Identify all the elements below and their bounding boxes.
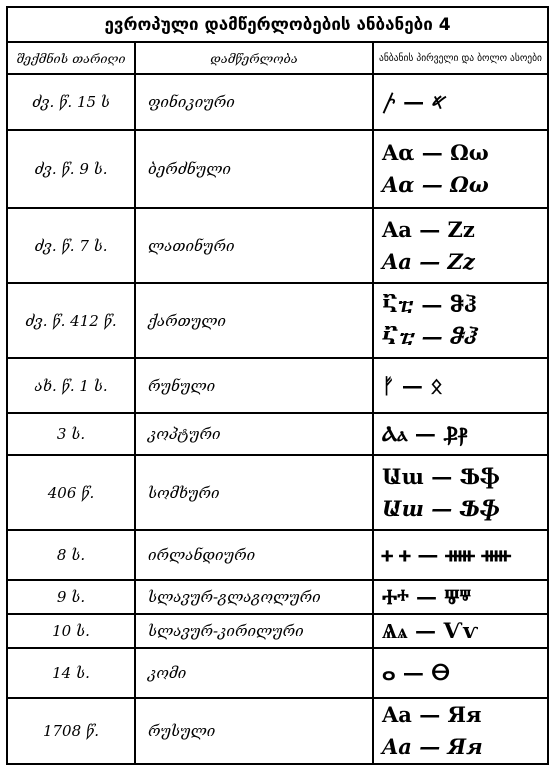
sample-line: Αα — Ωω	[382, 172, 489, 197]
row-date: 406 წ.	[7, 455, 135, 530]
row-date: ძვ. წ. 9 ს.	[7, 130, 135, 208]
table-row	[7, 580, 548, 614]
row-date: ძვ. წ. 15 ს	[7, 74, 135, 130]
header-script: დამწერლობა	[135, 42, 373, 74]
row-script-name: რუნული	[135, 358, 373, 413]
row-date: ახ. წ. 1 ს.	[7, 358, 135, 413]
table-row	[7, 74, 548, 130]
sample-line: ᚠ — ᛟ	[382, 372, 443, 398]
row-date: 3 ს.	[7, 413, 135, 455]
table-row	[7, 698, 548, 764]
row-letter-sample	[373, 208, 548, 283]
row-letter-sample	[373, 614, 548, 648]
sample-line: Աա — Ֆֆ	[382, 463, 500, 489]
row-date: ძვ. წ. 412 წ.	[7, 283, 135, 358]
table-row	[7, 130, 548, 208]
sample-line: Ⰰⰰ — Ⱋⱋ	[382, 584, 472, 609]
row-script-name: სლავურ-კირილური	[135, 614, 373, 648]
row-date: 9 ს.	[7, 580, 135, 614]
row-script-name: სომხური	[135, 455, 373, 530]
row-letter-sample	[373, 648, 548, 698]
table-row	[7, 208, 548, 283]
table-title: ევროპული დამწერლობების ანბანები 4	[7, 7, 548, 42]
row-letter-sample	[373, 358, 548, 413]
row-script-name: ლათინური	[135, 208, 373, 283]
row-letter-sample	[373, 74, 548, 130]
row-script-name: ირლანდიური	[135, 530, 373, 580]
table-row	[7, 413, 548, 455]
scripts-table	[6, 6, 549, 765]
row-date: 10 ს.	[7, 614, 135, 648]
row-letter-sample	[373, 698, 548, 764]
row-date: 14 ს.	[7, 648, 135, 698]
row-script-name: ფინიკიური	[135, 74, 373, 130]
sample-line: Ⴀⴀ — ჵჰ	[382, 323, 478, 349]
row-letter-sample	[373, 130, 548, 208]
row-letter-sample	[373, 455, 548, 530]
row-date: 1708 წ.	[7, 698, 135, 764]
sample-line: Ѧѧ — Ѵѵ	[382, 618, 479, 643]
row-script-name: ქართული	[135, 283, 373, 358]
table-row	[7, 358, 548, 413]
row-script-name: კომი	[135, 648, 373, 698]
row-date: ძვ. წ. 7 ს.	[7, 208, 135, 283]
row-script-name: რუსული	[135, 698, 373, 764]
sample-line: Aa — Яя	[382, 702, 482, 727]
sample-line: Աա — Ֆֆ	[382, 495, 500, 521]
table-row	[7, 455, 548, 530]
sample-line: ⴰ — ⴱ	[382, 660, 450, 685]
row-script-name: სლავურ-გლაგოლური	[135, 580, 373, 614]
header-date: შექმნის თარიღი	[7, 42, 135, 74]
sample-line: Ⴀⴀ — ჵჰ	[382, 291, 477, 317]
sample-line: Aa — Zz	[382, 216, 475, 242]
sample-line: Aa — Zz	[382, 248, 475, 274]
row-script-name: კოპტური	[135, 413, 373, 455]
row-date: 8 ს.	[7, 530, 135, 580]
row-script-name: ბერძნული	[135, 130, 373, 208]
header-sample: ანბანის პირველი და ბოლო ასოები	[373, 42, 548, 74]
table-row	[7, 530, 548, 580]
sample-line: ᚐ ᚐ — ᚔ ᚔ	[382, 542, 511, 567]
row-letter-sample	[373, 530, 548, 580]
row-letter-sample	[373, 283, 548, 358]
sample-line: Αα — Ωω	[382, 140, 489, 165]
sample-line: 𐤀 — 𐤕	[382, 89, 448, 114]
table-row	[7, 648, 548, 698]
row-letter-sample	[373, 413, 548, 455]
table-row	[7, 614, 548, 648]
table-body	[7, 74, 548, 764]
sample-line: Aa — Яя	[382, 734, 483, 759]
row-letter-sample	[373, 580, 548, 614]
sample-line: Ⲁⲁ — Ⳁⳁ	[382, 421, 468, 446]
table-row	[7, 283, 548, 358]
